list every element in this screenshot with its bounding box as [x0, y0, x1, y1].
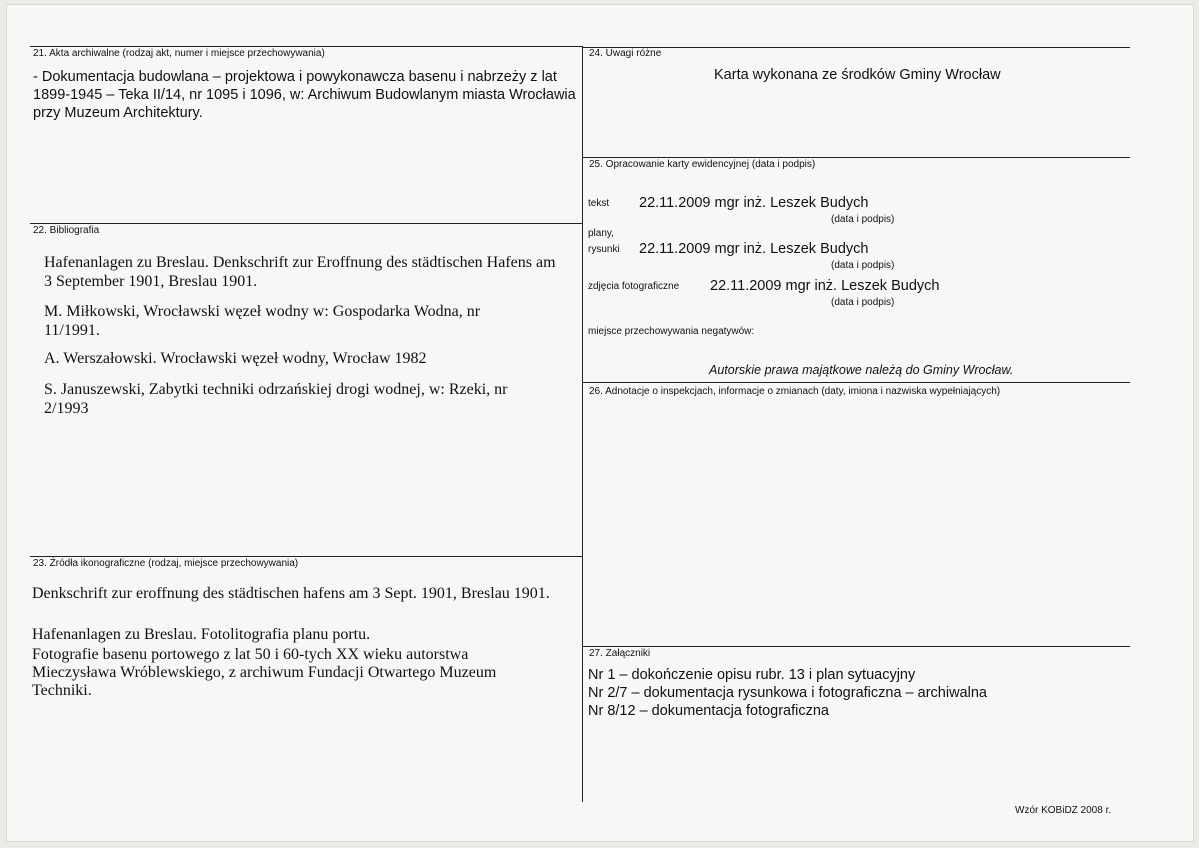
rysunki-caption: (data i podpis) — [831, 260, 895, 271]
bibliography-entry: Hafenanlagen zu Breslau. Denkschrift zur Eroffnung des städtischen Hafens am 3 September 1901, Breslau 1901. — [44, 254, 556, 290]
section-25-label: 25. Opracowanie karty ewidencyjnej (data i podpis) — [589, 159, 816, 170]
zdjecia-value: 22.11.2009 mgr inż. Leszek Budych — [710, 278, 940, 294]
tekst-label: tekst — [588, 198, 610, 209]
bibliography-entry: M. Miłkowski, Wrocławski węzeł wodny w: Gospodarka Wodna, nr 11/1991. — [44, 303, 481, 339]
tekst-caption: (data i podpis) — [831, 214, 895, 225]
attachment-item: Nr 2/7 – dokumentacja rysunkowa i fotograficzna – archiwalna — [588, 685, 987, 701]
zdjecia-caption: (data i podpis) — [831, 297, 895, 308]
bibliography-entry: S. Januszewski, Zabytki techniki odrzańskiej drogi wodnej, w: Rzeki, nr 2/1993 — [44, 381, 508, 417]
rysunki-value: 22.11.2009 mgr inż. Leszek Budych — [639, 241, 869, 257]
section-22-label: 22. Bibliografia — [33, 225, 100, 236]
section-26-label: 26. Adnotacje o inspekcjach, informacje o zmianach (daty, imiona i nazwiska wypełniających) — [589, 386, 1001, 397]
top-rule-left — [30, 46, 582, 47]
iconography-entry: Denkschrift zur eroffnung des städtischen hafens am 3 Sept. 1901, Breslau 1901. — [32, 585, 550, 602]
plany-label: plany, — [588, 228, 614, 239]
attachment-item: Nr 8/12 – dokumentacja fotograficzna — [588, 703, 829, 719]
tekst-value: 22.11.2009 mgr inż. Leszek Budych — [639, 195, 869, 211]
section-21-text: - Dokumentacja budowlana – projektowa i powykonawcza basenu i nabrzeży z lat 1899-1945 – Teka II/14, nr 1095 i 1096, w: Archiwum Budowlanym miasta Wrocławia przy Muzeum Architektury. — [33, 69, 576, 121]
zdjecia-label: zdjęcia fotograficzne — [588, 281, 680, 292]
form-template-footer: Wzór KOBiDZ 2008 r. — [1015, 805, 1112, 816]
section-27-label: 27. Załączniki — [589, 648, 651, 659]
column-divider — [582, 46, 583, 802]
rule-27 — [582, 646, 1130, 647]
top-rule-right — [582, 47, 1130, 48]
negatives-label: miejsce przechowywania negatywów: — [588, 326, 755, 337]
section-21-label: 21. Akta archiwalne (rodzaj akt, numer i miejsce przechowywania) — [33, 48, 325, 59]
iconography-entry: Hafenanlagen zu Breslau. Fotolitografia planu portu. — [32, 626, 371, 643]
section-24-label: 24. Uwagi różne — [589, 48, 662, 59]
rule-26 — [582, 382, 1130, 383]
attachment-item: Nr 1 – dokończenie opisu rubr. 13 i plan sytuacyjny — [588, 667, 916, 683]
iconography-entry: Fotografie basenu portowego z lat 50 i 60-tych XX wieku autorstwa Mieczysława Wróblewskiego, z archiwum Fundacji Otwartego Muzeum Techniki. — [32, 646, 497, 699]
bibliography-entry: A. Werszałowski. Wrocławski węzeł wodny, Wrocław 1982 — [44, 350, 427, 367]
rule-23 — [30, 556, 582, 557]
section-23-label: 23. Źródła ikonograficzne (rodzaj, miejsce przechowywania) — [33, 558, 299, 569]
rights-note: Autorskie prawa majątkowe należą do Gminy Wrocław. — [709, 363, 1014, 377]
rysunki-label: rysunki — [588, 244, 620, 255]
section-24-text: Karta wykonana ze środków Gminy Wrocław — [714, 67, 1001, 83]
rule-25 — [582, 157, 1130, 158]
rule-22 — [30, 223, 582, 224]
